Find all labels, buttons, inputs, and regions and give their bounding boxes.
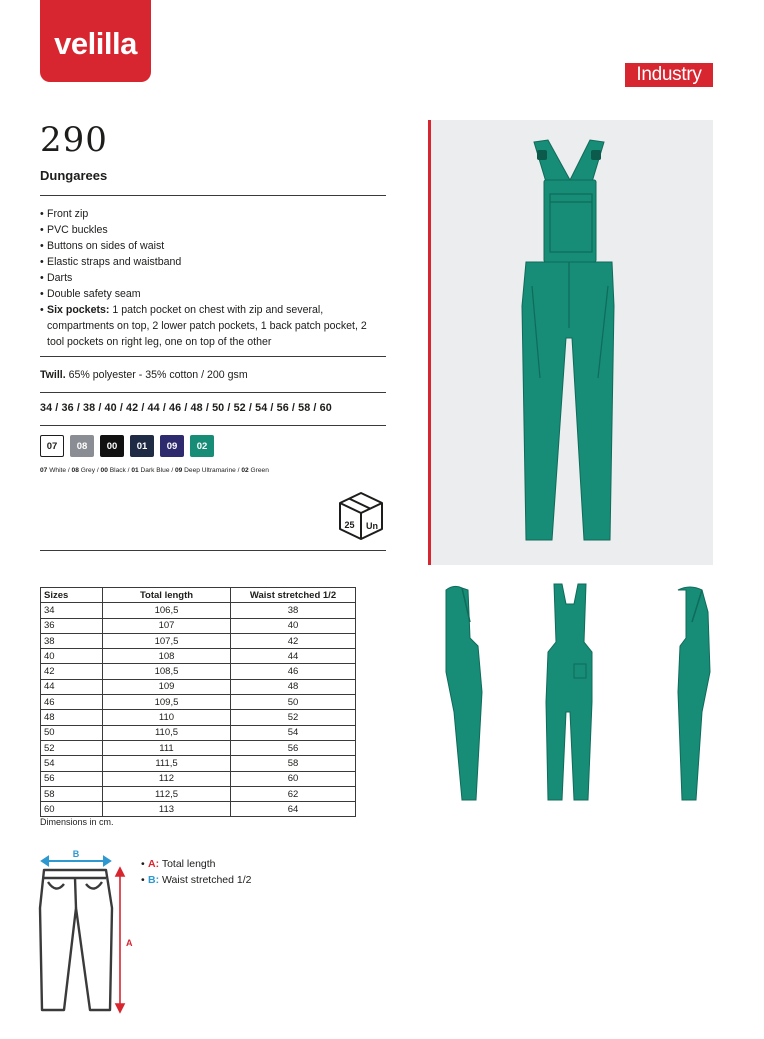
table-cell: 38 (41, 633, 103, 648)
divider (40, 392, 386, 393)
table-cell: 38 (231, 603, 356, 618)
table-cell: 40 (41, 649, 103, 664)
table-cell: 44 (41, 679, 103, 694)
table-cell: 112,5 (103, 786, 231, 801)
dungarees-side-left-image (440, 582, 490, 807)
table-row (41, 802, 356, 817)
table-header-row (41, 588, 356, 603)
table-cell: 46 (231, 664, 356, 679)
table-cell: 36 (41, 618, 103, 633)
measure-a-marker: A (126, 938, 133, 948)
table-row (41, 710, 356, 725)
feature-item: • PVC buckles (40, 222, 386, 238)
measurement-legend (141, 856, 252, 888)
table-cell: 106,5 (103, 603, 231, 618)
table-cell: 107,5 (103, 633, 231, 648)
color-swatch-green[interactable]: 02 (190, 435, 214, 457)
product-name: Dungarees (40, 168, 108, 183)
table-cell: 56 (231, 740, 356, 755)
table-row (41, 786, 356, 801)
table-row (41, 603, 356, 618)
table-cell: 113 (103, 802, 231, 817)
table-cell: 109,5 (103, 695, 231, 710)
table-cell: 42 (41, 664, 103, 679)
legend-item-b: • B: Waist stretched 1/2 (141, 872, 252, 888)
color-swatch-grey[interactable]: 08 (70, 435, 94, 457)
divider (40, 550, 386, 551)
measurement-diagram (38, 848, 138, 1018)
table-cell: 54 (41, 756, 103, 771)
table-cell: 111,5 (103, 756, 231, 771)
table-cell: 58 (41, 786, 103, 801)
color-swatch-black[interactable]: 00 (100, 435, 124, 457)
legend-item-a: • A: Total length (141, 856, 252, 872)
table-cell: 52 (231, 710, 356, 725)
brand-logo: velilla (40, 0, 151, 82)
table-cell: 58 (231, 756, 356, 771)
dungarees-side-right-image (670, 582, 715, 807)
column-header: Total length (103, 588, 231, 603)
table-cell: 56 (41, 771, 103, 786)
pack-quantity: 25 (344, 520, 355, 530)
table-cell: 110,5 (103, 725, 231, 740)
table-cell: 111 (103, 740, 231, 755)
table-cell: 48 (41, 710, 103, 725)
table-row (41, 771, 356, 786)
feature-item: • Elastic straps and waistband (40, 254, 386, 270)
measure-b-marker: B (72, 849, 80, 859)
table-cell: 44 (231, 649, 356, 664)
table-cell: 60 (231, 771, 356, 786)
table-row (41, 633, 356, 648)
fabric-info: Twill. 65% polyester - 35% cotton / 200 gsm (40, 369, 248, 381)
table-row (41, 725, 356, 740)
dungarees-front-image (492, 138, 642, 548)
model-number: 290 (40, 120, 108, 160)
table-row (41, 679, 356, 694)
table-row (41, 756, 356, 771)
table-cell: 34 (41, 603, 103, 618)
photo-accent-line (428, 120, 431, 565)
table-cell: 48 (231, 679, 356, 694)
color-legend: 07 White / 08 Grey / 00 Black / 01 Dark Blue / 09 Deep Ultramarine / 02 Green (40, 467, 269, 474)
table-row (41, 740, 356, 755)
divider (40, 195, 386, 196)
available-sizes: 34 / 36 / 38 / 40 / 42 / 44 / 46 / 48 / 50 / 52 / 54 / 56 / 58 / 60 (40, 402, 332, 414)
feature-item: • Darts (40, 270, 386, 286)
color-swatches (40, 435, 214, 457)
table-cell: 62 (231, 786, 356, 801)
table-row (41, 664, 356, 679)
divider (40, 356, 386, 357)
dungarees-back-image (540, 582, 600, 807)
table-cell: 50 (231, 695, 356, 710)
table-row (41, 618, 356, 633)
table-cell: 108 (103, 649, 231, 664)
feature-item: • Double safety seam (40, 286, 386, 302)
table-cell: 108,5 (103, 664, 231, 679)
size-table (40, 587, 356, 817)
table-cell: 64 (231, 802, 356, 817)
table-cell: 52 (41, 740, 103, 755)
color-swatch-dark-blue[interactable]: 01 (130, 435, 154, 457)
table-cell: 40 (231, 618, 356, 633)
table-cell: 110 (103, 710, 231, 725)
color-swatch-deep-ultramarine[interactable]: 09 (160, 435, 184, 457)
table-row (41, 695, 356, 710)
table-cell: 107 (103, 618, 231, 633)
table-row (41, 649, 356, 664)
pack-unit: Un (366, 521, 378, 531)
table-cell: 42 (231, 633, 356, 648)
column-header: Sizes (41, 588, 103, 603)
column-header: Waist stretched 1/2 (231, 588, 356, 603)
table-cell: 109 (103, 679, 231, 694)
table-cell: 60 (41, 802, 103, 817)
feature-list (40, 206, 386, 350)
package-box-icon (336, 490, 386, 542)
category-badge: Industry (625, 63, 713, 87)
color-swatch-white[interactable]: 07 (40, 435, 64, 457)
table-cell: 112 (103, 771, 231, 786)
table-cell: 54 (231, 725, 356, 740)
dimensions-note: Dimensions in cm. (40, 817, 114, 827)
divider (40, 425, 386, 426)
feature-item: • Buttons on sides of waist (40, 238, 386, 254)
table-cell: 50 (41, 725, 103, 740)
feature-item-pockets: • Six pockets: 1 patch pocket on chest with zip and several, compartments on top, 2 lower patch pockets, 1 back patch pocket, 2 tool pockets on right leg, one on top of the other (40, 302, 386, 350)
feature-item: • Front zip (40, 206, 386, 222)
table-cell: 46 (41, 695, 103, 710)
